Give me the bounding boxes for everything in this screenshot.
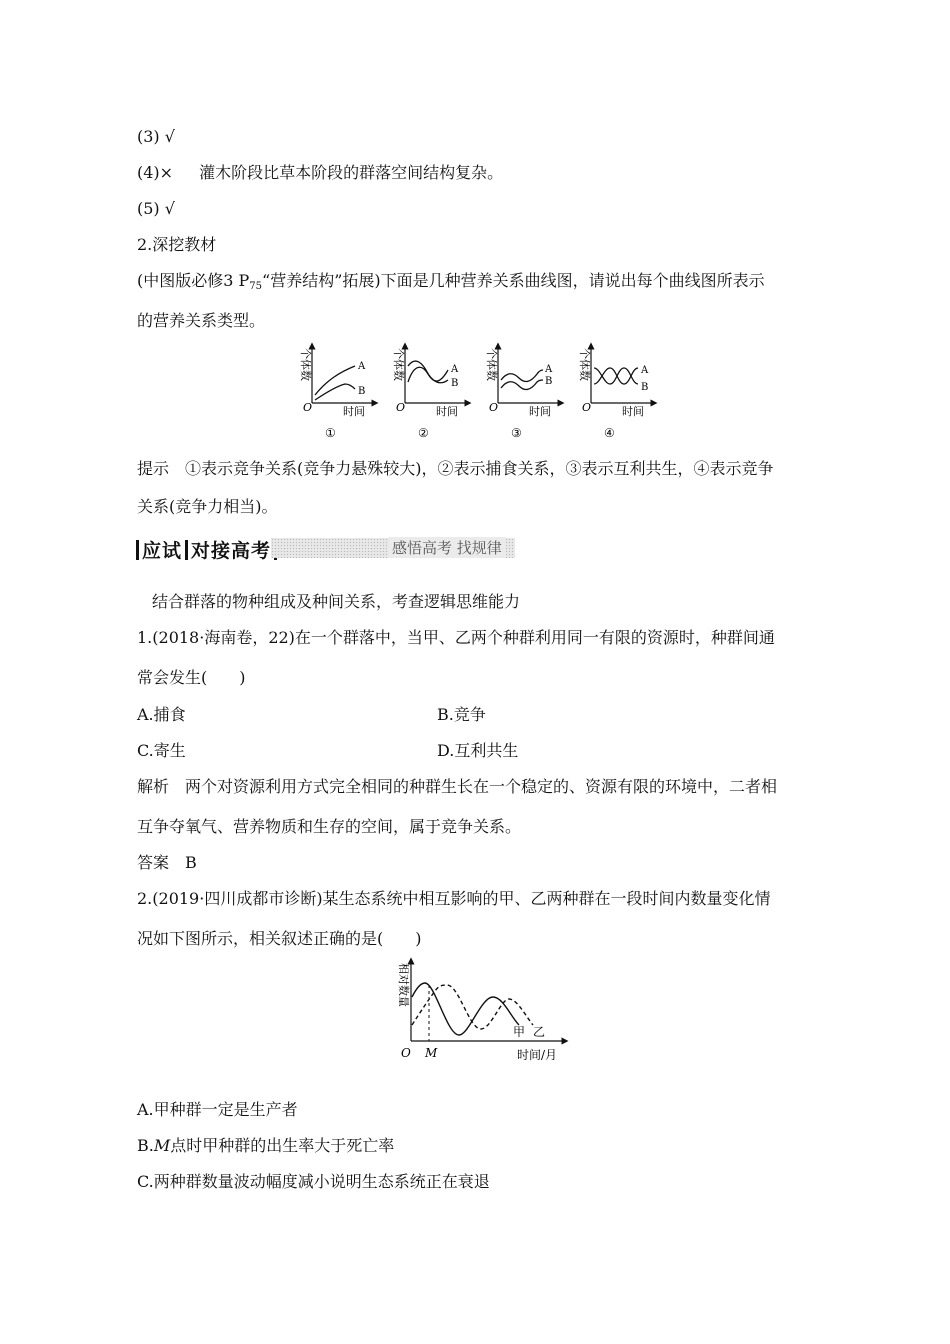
graph-3-y-label: 个体数 bbox=[485, 348, 498, 381]
graph-4-y-label: 个体数 bbox=[578, 348, 591, 381]
graph-4-caption: ④ bbox=[604, 426, 615, 440]
chart-m-label: M bbox=[425, 1046, 438, 1060]
series-yi-curve bbox=[412, 985, 533, 1029]
graph-4-series-b: B bbox=[641, 382, 649, 393]
answer-item-5: (5) √ bbox=[137, 199, 175, 218]
q1-option-a: A.捕食 bbox=[137, 705, 186, 724]
q2-line-1: 2.(2019·四川成都市诊断)某生态系统中相互影响的甲、乙两种群在一段时间内数量变化情 bbox=[137, 889, 771, 908]
q1-analysis-2: 互争夺氧气、营养物质和生存的空间，属于竞争关系。 bbox=[137, 817, 522, 836]
q2-option-a: A.甲种群一定是生产者 bbox=[137, 1100, 298, 1119]
relation-graphs bbox=[285, 340, 665, 445]
graph-4 bbox=[578, 346, 654, 440]
chart-series-yi: 乙 bbox=[533, 1025, 546, 1039]
graph-1-series-a: A bbox=[358, 361, 366, 372]
banner-left-b: 对接高考 bbox=[191, 540, 272, 562]
graph-1-series-b: B bbox=[358, 386, 366, 397]
graph-2-origin: O bbox=[396, 401, 406, 414]
chart-y-label: 相对数量 bbox=[397, 963, 410, 1007]
question-line-1 bbox=[137, 271, 765, 297]
graph-4-series-a: A bbox=[641, 365, 649, 376]
section-banner bbox=[133, 534, 515, 562]
chart-origin: O bbox=[401, 1046, 411, 1060]
graph-2-caption: ② bbox=[418, 426, 429, 440]
population-chart bbox=[385, 955, 575, 1067]
graph-3-caption: ③ bbox=[511, 426, 522, 440]
q2-line-2: 况如下图所示，相关叙述正确的是( ) bbox=[137, 929, 422, 948]
graph-1-origin: O bbox=[303, 401, 313, 414]
q1-analysis-1: 解析 两个对资源利用方式完全相同的种群生长在一个稳定的、资源有限的环境中，二者相 bbox=[137, 777, 778, 796]
q2-option-c: C.两种群数量波动幅度减小说明生态系统正在衰退 bbox=[137, 1172, 490, 1191]
q2-option-b bbox=[137, 1136, 394, 1156]
graph-3-x-label: 时间 bbox=[529, 405, 551, 418]
graph-2-x-label: 时间 bbox=[436, 405, 458, 418]
graph-1-caption: ① bbox=[325, 426, 336, 440]
graph-1-y-label: 个体数 bbox=[299, 348, 312, 381]
q1-option-b: B.竞争 bbox=[437, 705, 486, 724]
graph-3-origin: O bbox=[489, 401, 499, 414]
graph-4-origin: O bbox=[582, 401, 592, 414]
question-post: “营养结构”拓展)下面是几种营养关系曲线图，请说出每个曲线图所表示 bbox=[262, 271, 765, 290]
graph-2-series-a: A bbox=[451, 364, 459, 375]
graph-3-series-b: B bbox=[545, 376, 553, 387]
banner-label bbox=[133, 536, 280, 563]
q1-option-d: D.互利共生 bbox=[437, 741, 519, 760]
graph-3 bbox=[485, 346, 561, 440]
graph-3-series-a: A bbox=[545, 364, 553, 375]
q1-line-1: 1.(2018·海南卷，22)在一个群落中，当甲、乙两个种群利用同一有限的资源时，种群间通 bbox=[137, 628, 775, 647]
hint-line-2: 关系(竞争力相当)。 bbox=[137, 497, 278, 516]
graph-1 bbox=[299, 346, 375, 440]
section-title: 2.深挖教材 bbox=[137, 235, 217, 254]
chart-x-label: 时间/月 bbox=[517, 1048, 558, 1062]
banner-left-a: 应试 bbox=[142, 540, 183, 562]
graph-4-x-label: 时间 bbox=[622, 405, 644, 418]
answer-item-4 bbox=[137, 163, 503, 183]
graph-2-series-b: B bbox=[451, 378, 459, 389]
banner-tag: 感悟高考 找规律 bbox=[388, 537, 506, 558]
q2-option-b-prefix: B. bbox=[137, 1136, 154, 1155]
answer-item-4-mark: (4)× bbox=[137, 163, 174, 182]
q2-option-b-rest: 点时甲种群的出生率大于死亡率 bbox=[170, 1136, 395, 1155]
question-pre: (中图版必修3 P bbox=[137, 271, 250, 290]
page-subscript: 75 bbox=[249, 281, 263, 292]
q1-option-c: C.寄生 bbox=[137, 741, 186, 760]
graph-2-y-label: 个体数 bbox=[392, 348, 405, 381]
graph-1-x-label: 时间 bbox=[343, 405, 365, 418]
hint-line-1: 提示 ①表示竞争关系(竞争力悬殊较大)，②表示捕食关系，③表示互利共生，④表示竞争 bbox=[137, 459, 774, 478]
q1-line-2: 常会发生( ) bbox=[137, 668, 246, 687]
question-line-2: 的营养关系类型。 bbox=[137, 311, 266, 330]
graph-2 bbox=[392, 346, 468, 440]
answer-item-3: (3) √ bbox=[137, 127, 175, 146]
topic-line: 结合群落的物种组成及种间关系，考查逻辑思维能力 bbox=[152, 592, 521, 611]
chart-series-jia: 甲 bbox=[513, 1025, 526, 1039]
q1-answer: 答案 B bbox=[137, 853, 197, 872]
q2-option-b-m: M bbox=[153, 1136, 171, 1155]
answer-item-4-text: 灌木阶段比草本阶段的群落空间结构复杂。 bbox=[199, 163, 504, 182]
